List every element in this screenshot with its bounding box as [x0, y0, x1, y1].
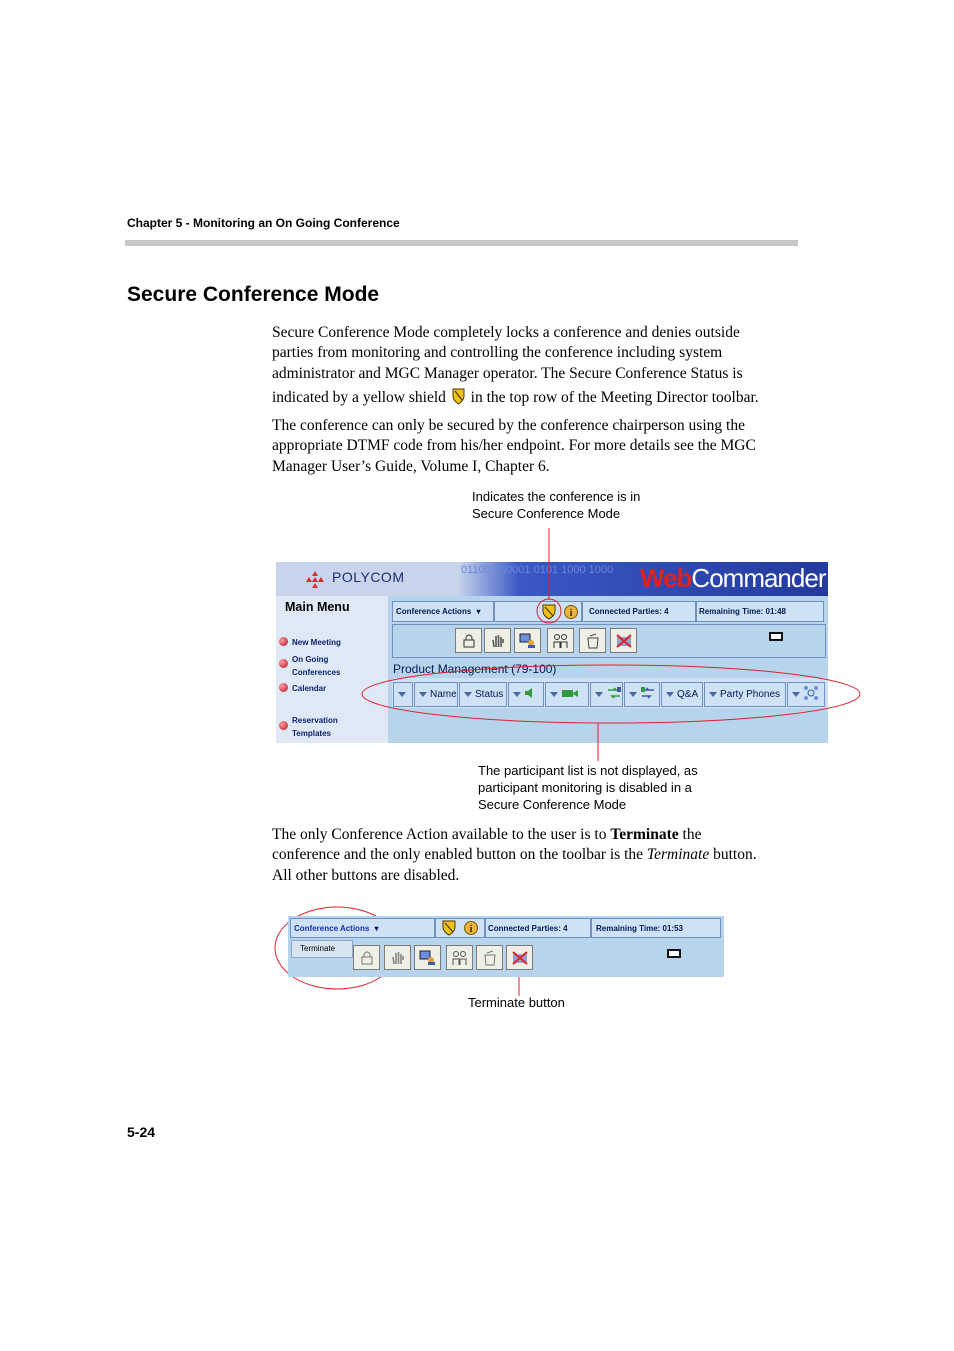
- conference-name: Product Management (79-100): [393, 662, 557, 676]
- paragraph-terminate: [272, 825, 802, 886]
- menu-item-terminate[interactable]: Terminate: [291, 940, 353, 958]
- text-line: Secure Conference Mode completely locks a conference and denies outside: [272, 324, 740, 341]
- dropdown-arrow-icon: ▾: [374, 924, 379, 933]
- text-segment: the: [682, 826, 702, 843]
- highlight-secure-shield: [537, 599, 561, 623]
- callout-line: Indicates the conference is in: [472, 489, 641, 504]
- text-segment: button.: [713, 846, 757, 864]
- column-label: Name: [430, 689, 457, 700]
- delete-button: [476, 945, 503, 970]
- text-segment: conference and the only enabled button on the toolbar is the: [272, 846, 644, 864]
- menu-item-new-meeting[interactable]: New Meeting: [292, 638, 341, 647]
- column-label: Status: [475, 689, 504, 700]
- text-line: parties from monitoring and controlling the conference including system: [272, 344, 723, 362]
- text-line: [272, 825, 802, 845]
- column-label: Party Phones: [720, 689, 781, 700]
- text-italic-terminate: Terminate: [646, 846, 710, 864]
- conference-actions-label: Conference Actions: [294, 924, 370, 933]
- polycom-brand: POLYCOM: [332, 569, 405, 585]
- main-menu-title: Main Menu: [285, 600, 350, 614]
- remaining-time: Remaining Time: 01:48: [696, 601, 824, 622]
- toolbar-screenshot: [288, 916, 724, 977]
- logo-commander: Commander: [691, 563, 826, 593]
- menu-item-label: On Going: [292, 655, 329, 664]
- text-segment: indicated by a yellow shield: [272, 388, 446, 406]
- move-participants-button: [414, 945, 441, 970]
- column-label: Q&A: [677, 689, 699, 700]
- remaining-time: Remaining Time: 01:53: [591, 918, 721, 938]
- callout-line: participant monitoring is disabled in a: [478, 780, 692, 795]
- svg-text:i: i: [569, 608, 573, 619]
- callout-line: Secure Conference Mode: [472, 506, 621, 521]
- text-segment: The only Conference Action available to the user is to: [272, 826, 607, 843]
- connected-parties: Connected Parties: 4: [582, 601, 696, 622]
- text-bold-terminate: Terminate: [610, 826, 679, 843]
- text-segment: in the top row of the Meeting Director toolbar.: [470, 388, 759, 406]
- svg-text:i: i: [469, 924, 473, 935]
- menu-item-label: Templates: [292, 729, 331, 738]
- info-icon: [464, 921, 478, 940]
- callout-participant-list: [478, 762, 698, 813]
- callout-terminate-button: Terminate button: [468, 995, 565, 1010]
- text-line: Manager User’s Guide, Volume I, Chapter 6.: [272, 457, 550, 475]
- menu-item-calendar[interactable]: Calendar: [292, 684, 327, 693]
- menu-item-label: Reservation: [292, 716, 338, 725]
- callout-line: The participant list is not displayed, as: [478, 763, 698, 778]
- binary-decoration: 01100 100001 0101 1000 1000: [461, 564, 614, 576]
- text-line: [272, 845, 802, 865]
- section-title: Secure Conference Mode: [127, 283, 380, 306]
- dropdown-arrow-icon: ▾: [476, 607, 481, 616]
- conference-actions-label: Conference Actions: [396, 607, 472, 616]
- text-line: All other buttons are disabled.: [272, 866, 460, 884]
- connected-parties: Connected Parties: 4: [485, 918, 591, 938]
- logo-web: Web: [640, 563, 692, 593]
- secure-shield-icon: [442, 920, 456, 941]
- terminate-toolbar-button[interactable]: [506, 945, 533, 970]
- page-number: 5-24: [127, 1124, 156, 1140]
- participants-button: [446, 945, 473, 970]
- text-line: administrator and MGC Manager operator. The Secure Conference Status is: [272, 364, 743, 382]
- menu-item-label: Conferences: [292, 668, 341, 677]
- highlight-column-headers: [362, 665, 860, 723]
- text-line: The conference can only be secured by the conference chairperson using the: [272, 417, 745, 434]
- text-line: appropriate DTMF code from his/her endpoint. For more details see the MGC: [272, 437, 756, 455]
- conference-actions-dropdown[interactable]: [290, 918, 435, 938]
- hand-button: [384, 945, 411, 970]
- video-icon: [666, 946, 682, 964]
- lock-button: [353, 945, 380, 970]
- chapter-header: Chapter 5 - Monitoring an On Going Conference: [127, 216, 400, 230]
- callout-line: Secure Conference Mode: [478, 797, 627, 812]
